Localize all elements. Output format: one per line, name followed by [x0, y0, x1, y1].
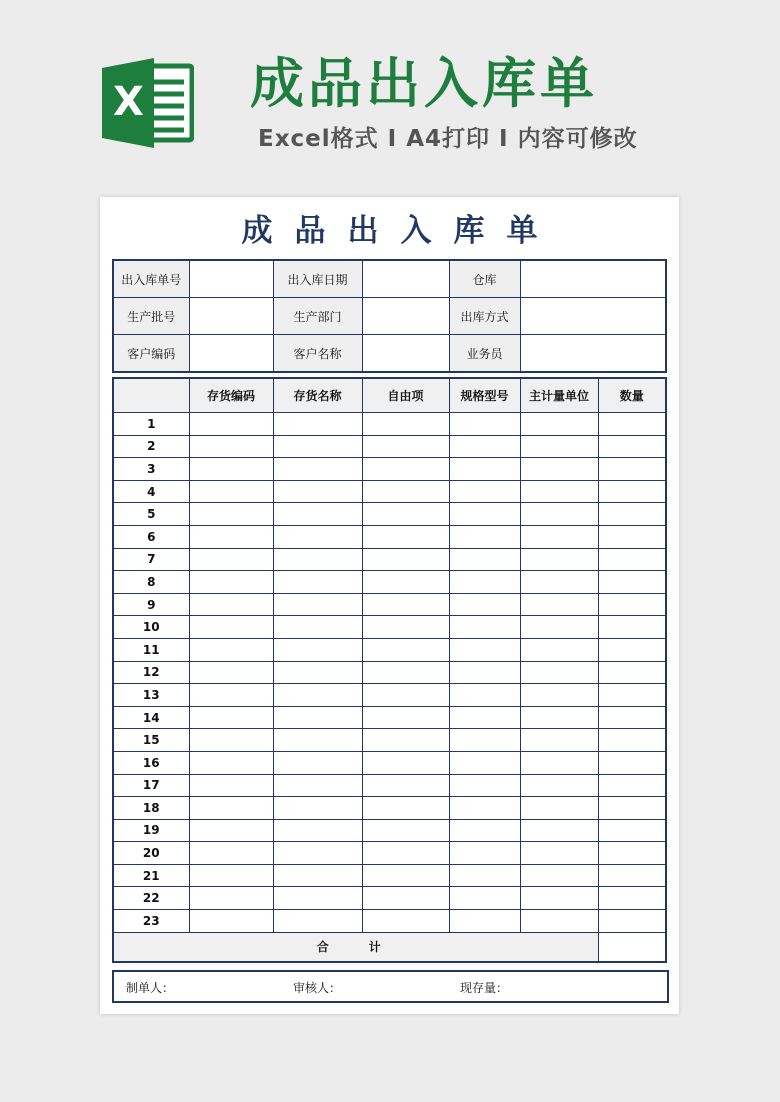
table-cell[interactable] — [449, 910, 520, 933]
table-row — [113, 910, 666, 933]
row-number: 7 — [113, 548, 189, 571]
table-cell[interactable] — [273, 435, 362, 458]
table-cell[interactable] — [273, 525, 362, 548]
table-row — [113, 751, 666, 774]
info-value-cell[interactable] — [362, 298, 449, 335]
table-cell[interactable] — [449, 525, 520, 548]
table-cell[interactable] — [362, 751, 449, 774]
table-cell[interactable] — [362, 842, 449, 865]
total-value-cell[interactable] — [598, 932, 666, 962]
table-cell[interactable] — [189, 910, 273, 933]
table-cell[interactable] — [449, 616, 520, 639]
table-row — [113, 503, 666, 526]
table-cell[interactable] — [598, 819, 666, 842]
table-cell[interactable] — [362, 413, 449, 436]
column-header — [113, 378, 189, 413]
table-cell[interactable] — [189, 503, 273, 526]
row-number: 14 — [113, 706, 189, 729]
table-cell[interactable] — [520, 480, 598, 503]
table-cell[interactable] — [598, 503, 666, 526]
banner-title: 成品出入库单 — [250, 52, 598, 115]
table-cell[interactable] — [273, 458, 362, 481]
table-cell[interactable] — [449, 661, 520, 684]
row-number: 5 — [113, 503, 189, 526]
table-cell[interactable] — [273, 661, 362, 684]
table-cell[interactable] — [520, 797, 598, 820]
table-cell[interactable] — [273, 797, 362, 820]
table-cell[interactable] — [189, 751, 273, 774]
table-row — [113, 684, 666, 707]
table-cell[interactable] — [362, 706, 449, 729]
row-number: 16 — [113, 751, 189, 774]
table-cell[interactable] — [598, 684, 666, 707]
table-cell[interactable] — [520, 751, 598, 774]
table-cell[interactable] — [449, 435, 520, 458]
form-sheet — [100, 197, 679, 1014]
info-label: 生产部门 — [273, 298, 362, 335]
table-cell[interactable] — [273, 864, 362, 887]
table-cell[interactable] — [520, 819, 598, 842]
table-cell[interactable] — [449, 503, 520, 526]
table-row — [113, 842, 666, 865]
table-row — [113, 729, 666, 752]
row-number: 18 — [113, 797, 189, 820]
table-cell[interactable] — [520, 435, 598, 458]
table-cell[interactable] — [189, 435, 273, 458]
table-row — [113, 413, 666, 436]
table-cell[interactable] — [520, 571, 598, 594]
info-row — [113, 335, 666, 373]
table-cell[interactable] — [520, 616, 598, 639]
table-cell[interactable] — [362, 458, 449, 481]
info-row — [113, 260, 666, 298]
table-cell[interactable] — [273, 571, 362, 594]
info-row — [113, 298, 666, 335]
row-number: 8 — [113, 571, 189, 594]
table-cell[interactable] — [273, 503, 362, 526]
table-cell[interactable] — [189, 571, 273, 594]
table-cell[interactable] — [273, 548, 362, 571]
column-header: 主计量单位 — [520, 378, 598, 413]
table-cell[interactable] — [362, 571, 449, 594]
table-cell[interactable] — [520, 458, 598, 481]
table-row — [113, 525, 666, 548]
table-cell[interactable] — [362, 797, 449, 820]
info-value-cell[interactable] — [520, 260, 666, 298]
table-cell[interactable] — [520, 729, 598, 752]
table-cell[interactable] — [598, 525, 666, 548]
table-cell[interactable] — [598, 729, 666, 752]
info-label: 业务员 — [449, 335, 520, 373]
table-cell[interactable] — [189, 797, 273, 820]
row-number: 13 — [113, 684, 189, 707]
table-cell[interactable] — [598, 638, 666, 661]
table-cell[interactable] — [449, 706, 520, 729]
table-cell[interactable] — [449, 797, 520, 820]
table-cell[interactable] — [189, 774, 273, 797]
table-cell[interactable] — [598, 616, 666, 639]
row-number: 17 — [113, 774, 189, 797]
table-cell[interactable] — [362, 638, 449, 661]
banner — [0, 0, 780, 200]
table-cell[interactable] — [189, 616, 273, 639]
table-cell[interactable] — [189, 819, 273, 842]
table-cell[interactable] — [189, 525, 273, 548]
table-cell[interactable] — [362, 910, 449, 933]
table-cell[interactable] — [273, 729, 362, 752]
info-label: 客户编码 — [113, 335, 189, 373]
table-cell[interactable] — [449, 887, 520, 910]
row-number: 19 — [113, 819, 189, 842]
total-label: 合 计 — [113, 932, 598, 962]
table-cell[interactable] — [449, 638, 520, 661]
table-cell[interactable] — [362, 684, 449, 707]
row-number: 6 — [113, 525, 189, 548]
info-value-cell[interactable] — [189, 335, 273, 373]
table-cell[interactable] — [362, 887, 449, 910]
table-cell[interactable] — [520, 910, 598, 933]
info-label: 客户名称 — [273, 335, 362, 373]
table-cell[interactable] — [449, 571, 520, 594]
table-cell[interactable] — [273, 751, 362, 774]
row-number: 4 — [113, 480, 189, 503]
table-cell[interactable] — [273, 887, 362, 910]
table-cell[interactable] — [598, 751, 666, 774]
table-row — [113, 864, 666, 887]
table-cell[interactable] — [520, 774, 598, 797]
info-label: 生产批号 — [113, 298, 189, 335]
table-cell[interactable] — [449, 864, 520, 887]
column-header: 规格型号 — [449, 378, 520, 413]
table-cell[interactable] — [362, 774, 449, 797]
info-label: 出入库日期 — [273, 260, 362, 298]
table-cell[interactable] — [598, 480, 666, 503]
table-cell[interactable] — [520, 864, 598, 887]
table-cell[interactable] — [598, 887, 666, 910]
signature-bar — [112, 970, 669, 1003]
table-cell[interactable] — [362, 503, 449, 526]
info-value-cell[interactable] — [362, 260, 449, 298]
row-number: 22 — [113, 887, 189, 910]
table-cell[interactable] — [273, 616, 362, 639]
table-cell[interactable] — [598, 864, 666, 887]
table-cell[interactable] — [189, 480, 273, 503]
info-table — [112, 259, 667, 373]
table-cell[interactable] — [520, 887, 598, 910]
table-cell[interactable] — [598, 458, 666, 481]
table-row — [113, 458, 666, 481]
table-cell[interactable] — [520, 706, 598, 729]
banner-subtitle: Excel格式 I A4打印 I 内容可修改 — [258, 126, 638, 152]
total-row — [113, 932, 666, 962]
table-cell[interactable] — [189, 842, 273, 865]
table-cell[interactable] — [449, 413, 520, 436]
table-cell[interactable] — [189, 864, 273, 887]
row-number: 15 — [113, 729, 189, 752]
table-cell[interactable] — [598, 548, 666, 571]
row-number: 21 — [113, 864, 189, 887]
items-table — [112, 377, 667, 963]
table-cell[interactable] — [362, 548, 449, 571]
table-cell[interactable] — [449, 458, 520, 481]
info-value-cell[interactable] — [189, 260, 273, 298]
table-row — [113, 819, 666, 842]
table-cell[interactable] — [189, 548, 273, 571]
table-cell[interactable] — [520, 684, 598, 707]
table-cell[interactable] — [189, 684, 273, 707]
table-cell[interactable] — [273, 684, 362, 707]
table-cell[interactable] — [189, 729, 273, 752]
reviewer-label: 审核人： — [293, 981, 342, 995]
table-cell[interactable] — [520, 638, 598, 661]
table-cell[interactable] — [520, 548, 598, 571]
table-cell[interactable] — [273, 910, 362, 933]
table-cell[interactable] — [362, 661, 449, 684]
info-value-cell[interactable] — [520, 298, 666, 335]
table-cell[interactable] — [362, 864, 449, 887]
stock-label: 现存量： — [460, 981, 509, 995]
table-cell[interactable] — [273, 413, 362, 436]
table-cell[interactable] — [449, 751, 520, 774]
table-cell[interactable] — [598, 661, 666, 684]
row-number: 9 — [113, 593, 189, 616]
row-number: 10 — [113, 616, 189, 639]
table-row — [113, 638, 666, 661]
table-cell[interactable] — [520, 525, 598, 548]
table-cell[interactable] — [520, 503, 598, 526]
table-cell[interactable] — [362, 435, 449, 458]
row-number: 3 — [113, 458, 189, 481]
table-cell[interactable] — [520, 842, 598, 865]
table-row — [113, 480, 666, 503]
table-cell[interactable] — [189, 887, 273, 910]
table-cell[interactable] — [273, 819, 362, 842]
row-number: 12 — [113, 661, 189, 684]
table-cell[interactable] — [273, 593, 362, 616]
table-cell[interactable] — [598, 593, 666, 616]
table-cell[interactable] — [598, 842, 666, 865]
info-label: 出入库单号 — [113, 260, 189, 298]
items-header-row — [113, 378, 666, 413]
table-row — [113, 593, 666, 616]
row-number: 1 — [113, 413, 189, 436]
table-cell[interactable] — [449, 774, 520, 797]
table-cell[interactable] — [598, 774, 666, 797]
table-cell[interactable] — [520, 413, 598, 436]
column-header: 数量 — [598, 378, 666, 413]
table-row — [113, 797, 666, 820]
row-number: 20 — [113, 842, 189, 865]
info-value-cell[interactable] — [189, 298, 273, 335]
maker-label: 制单人： — [126, 981, 175, 995]
column-header: 存货编码 — [189, 378, 273, 413]
table-row — [113, 435, 666, 458]
table-cell[interactable] — [449, 729, 520, 752]
table-cell[interactable] — [598, 797, 666, 820]
excel-logo-icon — [102, 58, 194, 148]
column-header: 自由项 — [362, 378, 449, 413]
table-cell[interactable] — [598, 571, 666, 594]
table-cell[interactable] — [598, 413, 666, 436]
table-row — [113, 571, 666, 594]
logo-letter: X — [113, 79, 144, 125]
info-label: 出库方式 — [449, 298, 520, 335]
table-cell[interactable] — [520, 593, 598, 616]
info-value-cell[interactable] — [520, 335, 666, 373]
table-cell[interactable] — [449, 684, 520, 707]
table-cell[interactable] — [189, 593, 273, 616]
row-number: 23 — [113, 910, 189, 933]
table-cell[interactable] — [189, 706, 273, 729]
table-cell[interactable] — [598, 706, 666, 729]
table-cell[interactable] — [520, 661, 598, 684]
table-cell[interactable] — [362, 729, 449, 752]
table-cell[interactable] — [189, 661, 273, 684]
form-title: 成品出入库单 — [241, 213, 560, 249]
table-cell[interactable] — [189, 413, 273, 436]
table-cell[interactable] — [449, 480, 520, 503]
table-cell[interactable] — [362, 616, 449, 639]
table-row — [113, 887, 666, 910]
table-cell[interactable] — [189, 638, 273, 661]
table-cell[interactable] — [273, 706, 362, 729]
table-row — [113, 706, 666, 729]
table-cell[interactable] — [273, 774, 362, 797]
table-row — [113, 774, 666, 797]
table-cell[interactable] — [273, 480, 362, 503]
table-row — [113, 661, 666, 684]
table-cell[interactable] — [362, 480, 449, 503]
row-number: 2 — [113, 435, 189, 458]
table-row — [113, 548, 666, 571]
table-cell[interactable] — [189, 458, 273, 481]
table-cell[interactable] — [449, 548, 520, 571]
table-row — [113, 616, 666, 639]
table-cell[interactable] — [362, 525, 449, 548]
table-cell[interactable] — [449, 842, 520, 865]
info-label: 仓库 — [449, 260, 520, 298]
table-cell[interactable] — [598, 910, 666, 933]
row-number: 11 — [113, 638, 189, 661]
column-header: 存货名称 — [273, 378, 362, 413]
table-cell[interactable] — [362, 593, 449, 616]
table-cell[interactable] — [449, 593, 520, 616]
table-cell[interactable] — [273, 842, 362, 865]
table-cell[interactable] — [362, 819, 449, 842]
info-value-cell[interactable] — [362, 335, 449, 373]
table-cell[interactable] — [273, 638, 362, 661]
table-cell[interactable] — [449, 819, 520, 842]
table-cell[interactable] — [598, 435, 666, 458]
